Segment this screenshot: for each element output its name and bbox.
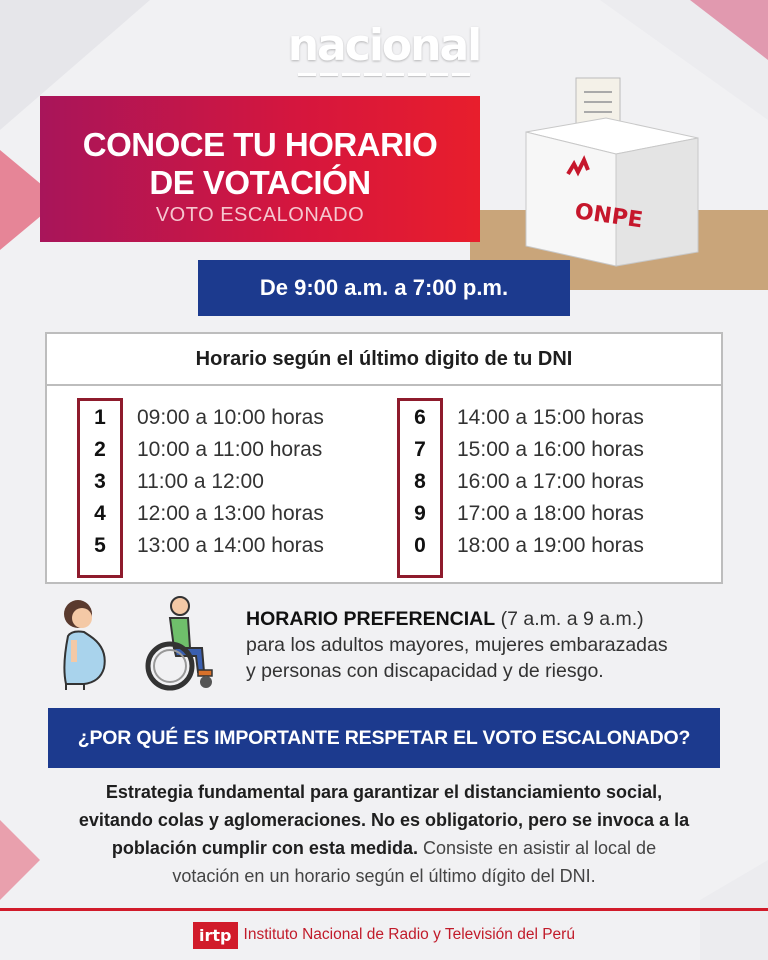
title-line-1: CONOCE TU HORARIO: [82, 126, 438, 163]
title-subtitle: VOTO ESCALONADO: [155, 204, 365, 226]
dni-digit: 8: [414, 470, 426, 493]
schedule-table: [45, 332, 723, 584]
schedule-row: [77, 402, 324, 434]
ballot-box-icon: [516, 70, 706, 270]
voting-hours-text: De 9:00 a.m. a 7:00 p.m.: [259, 275, 509, 300]
schedule-row: [77, 498, 324, 530]
schedule-row: [397, 498, 644, 530]
time-slot: 14:00 a 15:00 horas: [457, 406, 644, 429]
footer: [0, 918, 768, 952]
preferential-line-3: y personas con discapacidad y de riesgo.: [246, 660, 604, 682]
preferential-info: [246, 606, 746, 684]
irtp-logo: irtp: [193, 922, 237, 949]
schedule-row: [397, 402, 644, 434]
explanation-line-1: Estrategia fundamental para garantizar el distanciamiento social,: [105, 782, 663, 802]
time-slot: 15:00 a 16:00 horas: [457, 438, 644, 461]
dni-digit: 9: [414, 502, 426, 525]
explanation-line-3-strong: población cumplir con esta medida.: [111, 838, 418, 858]
dni-digit: 4: [94, 502, 106, 525]
wheelchair-user-icon: [140, 594, 226, 692]
why-important-title: ¿POR QUÉ ES IMPORTANTE RESPETAR EL VOTO ESCALONADO?: [77, 726, 691, 749]
dni-digit: 7: [414, 438, 426, 461]
preferential-title: HORARIO PREFERENCIAL: [246, 608, 496, 630]
nacional-logo: [0, 20, 768, 76]
dni-digit: 2: [94, 438, 106, 461]
pregnant-woman-icon: [50, 596, 120, 692]
explanation-line-2: evitando colas y aglomeraciones. No es obligatorio, pero se invoca a la: [78, 810, 690, 830]
schedule-row: [77, 434, 322, 466]
time-slot: 10:00 a 11:00 horas: [137, 438, 323, 461]
explanation-line-3-light: Consiste en asistir al local de: [417, 838, 657, 858]
dni-digit: 5: [94, 534, 106, 557]
time-slot: 13:00 a 14:00 horas: [137, 534, 324, 557]
schedule-row: [397, 530, 644, 562]
title-line-2: DE VOTACIÓN: [149, 164, 371, 201]
time-slot: 12:00 a 13:00 horas: [137, 502, 324, 525]
schedule-header: Horario según el último digito de tu DNI: [47, 334, 721, 386]
voting-hours-banner: [198, 260, 570, 316]
ballot-box-label: ONPE: [573, 199, 645, 234]
explanation-paragraph: [40, 778, 728, 890]
title-banner: [40, 96, 480, 242]
dni-digit: 3: [94, 470, 106, 493]
time-slot: 17:00 a 18:00 horas: [457, 502, 644, 525]
why-important-banner: [48, 708, 720, 768]
dni-digit: 0: [414, 534, 426, 557]
preferential-line-2: para los adultos mayores, mujeres embarazadas: [246, 634, 668, 656]
footer-divider: [0, 908, 768, 911]
footer-text: Instituto Nacional de Radio y Televisión del Perú: [243, 926, 575, 943]
schedule-row: [77, 466, 264, 498]
dni-digit: 6: [414, 406, 426, 429]
dni-digit: 1: [94, 406, 106, 429]
time-slot: 18:00 a 19:00 horas: [457, 534, 644, 557]
time-slot: 16:00 a 17:00 horas: [457, 470, 644, 493]
schedule-row: [397, 434, 644, 466]
time-slot: 11:00 a 12:00: [137, 470, 264, 493]
schedule-row: [77, 530, 324, 562]
preferential-range: (7 a.m. a 9 a.m.): [495, 608, 644, 630]
logo-text: nacional: [287, 20, 481, 71]
time-slot: 09:00 a 10:00 horas: [137, 406, 324, 429]
schedule-row: [397, 466, 644, 498]
explanation-line-4: votación en un horario según el último dígito del DNI.: [172, 866, 596, 886]
